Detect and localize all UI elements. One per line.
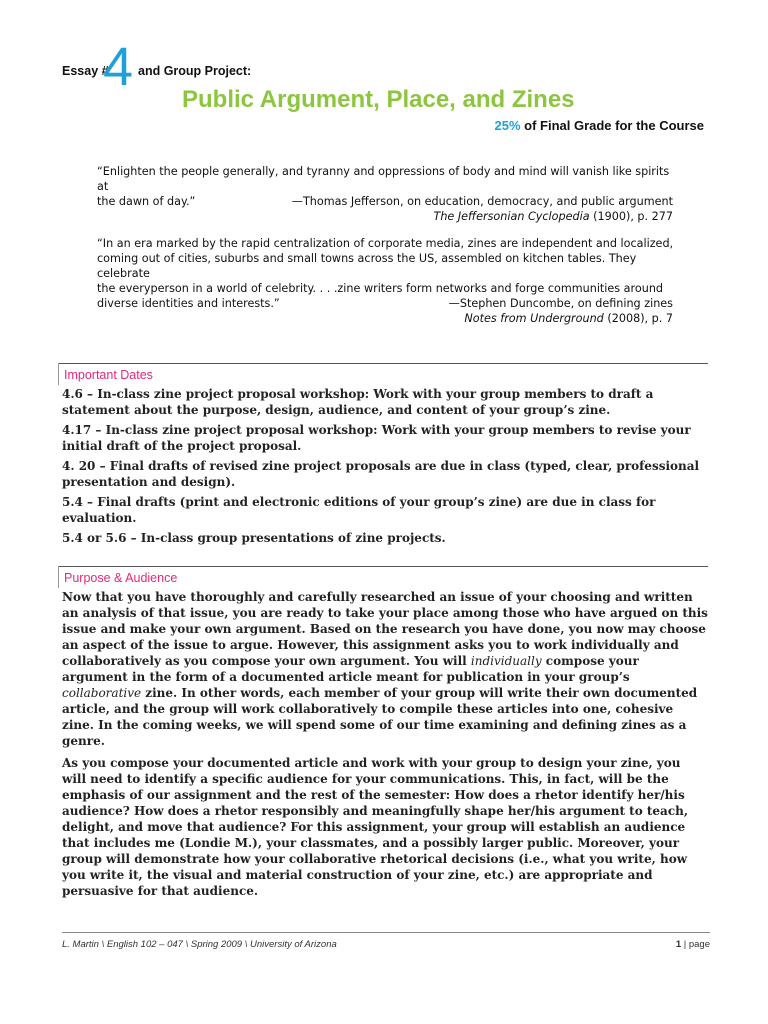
quote-attribution <box>292 194 673 224</box>
page-title: Public Argument, Place, and Zines <box>182 86 575 113</box>
date-item: 4.17 – In-class zine project proposal workshop: Work with your group members to revise your initial draft of the project proposal. <box>62 423 691 453</box>
quote-line: the dawn of day.” <box>97 195 196 208</box>
source-title: The Jeffersonian Cyclopedia <box>433 210 590 223</box>
attribution-source <box>292 209 673 224</box>
paragraph-text: compose your argument in the form of a documented article meant for publication in your group’s <box>62 654 639 684</box>
section-heading: Important Dates <box>64 368 153 382</box>
quote-line: coming out of cities, suburbs and small towns across the US, assembled on kitchen tables. They celebrate <box>97 252 637 280</box>
quote-line: “Enlighten the people generally, and tyranny and oppressions of body and mind will vanish like spirits at <box>97 165 670 193</box>
paragraph-text: Now that you have thoroughly and carefully researched an issue of your choosing and written an analysis of that issue, you are ready to take your place among those who have argued on this issue and make your own argument. Based on the research you have done, you now may choose an aspect of the issue to argue. However, this assignment asks you to work individually and collaboratively as you compose your own argument. You will <box>62 590 708 668</box>
date-item: 4.6 – In-class zine project proposal workshop: Work with your group members to draft a statement about the purpose, design, audience, and content of your group’s zine. <box>62 387 654 417</box>
attribution-source <box>449 311 673 326</box>
paragraph-text: zine. In other words, each member of your group will write their own documented article, and the group will work collaboratively to compile these articles into one, cohesive zine. In the coming weeks, we will spend some of our time examining and defining zines as a genre. <box>62 686 698 748</box>
paragraph: As you compose your documented article and work with your group to design your zine, you will need to identify a specific audience for your communications. This, in fact, will be the emphasis of our assignment and the rest of the semester: How does a rhetor identify her/his audience? How does a rhetor responsibly and meaningfully shape her/his argument to teach, delight, and move that audience? For this assignment, your group will establish an audience that includes me (Londie M.), your classmates, and a possibly larger public. Moreover, your group will demonstrate how your collaborative rhetorical decisions (i.e., what you write, how you write it, the visual and material construction of your zine, etc.) are appropriate and persuasive for that audience. <box>62 756 689 898</box>
section-divider <box>58 363 708 364</box>
section-divider <box>58 566 708 567</box>
section-heading: Purpose & Audience <box>64 571 178 585</box>
document-header <box>62 37 712 148</box>
page-footer <box>62 932 710 953</box>
essay-label: Essay # <box>62 64 109 78</box>
page-label: | page <box>681 939 710 950</box>
grade-percent: 25% <box>494 118 521 133</box>
source-details: (1900), p. 277 <box>589 210 673 223</box>
purpose-audience-section <box>58 571 708 905</box>
date-item: 5.4 – Final drafts (print and electronic editions of your group’s zine) are due in class for evaluation. <box>62 495 656 525</box>
attribution-author: —Thomas Jefferson, on education, democracy, and public argument <box>291 195 673 208</box>
page-number-value: 1 <box>675 939 682 950</box>
grade-weight <box>494 118 704 133</box>
quote-line: diverse identities and interests.” <box>97 297 280 310</box>
footer-course-info: L. Martin \ English 102 – 047 \ Spring 2009 \ University of Arizona <box>62 939 337 950</box>
essay-suffix: and Group Project: <box>138 64 252 78</box>
source-title: Notes from Underground <box>464 312 604 325</box>
essay-number: 4 <box>103 37 134 97</box>
quote-line: the everyperson in a world of celebrity. . . .zine writers form networks and forge communities around <box>97 282 664 295</box>
emphasis-text: individually <box>470 654 542 668</box>
emphasis-text: collaborative <box>62 686 142 700</box>
quote-attribution <box>449 296 673 326</box>
paragraph <box>62 589 708 749</box>
date-item: 4. 20 – Final drafts of revised zine project proposals are due in class (typed, clear, professional presentation and design). <box>62 459 700 489</box>
quote-line: “In an era marked by the rapid centralization of corporate media, zines are independent and localized, <box>97 237 674 250</box>
page-number <box>676 939 710 950</box>
grade-text: of Final Grade for the Course <box>524 118 704 133</box>
attribution-author: —Stephen Duncombe, on defining zines <box>448 297 673 310</box>
date-item: 5.4 or 5.6 – In-class group presentations of zine projects. <box>62 531 446 545</box>
source-details: (2008), p. 7 <box>603 312 673 325</box>
important-dates-section <box>58 368 708 550</box>
